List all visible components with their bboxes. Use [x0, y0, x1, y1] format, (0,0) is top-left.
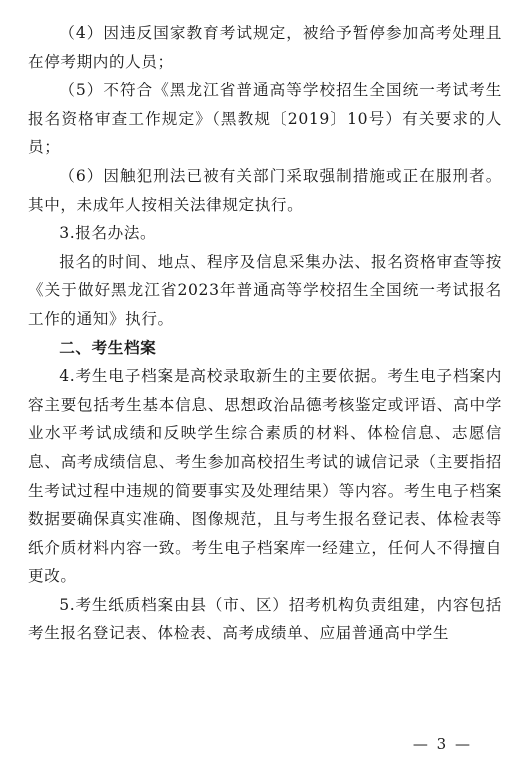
paragraph-item-6: （6）因触犯刑法已被有关部门采取强制措施或正在服刑者。其中，未成年人按相关法律规定执行。 — [28, 166, 502, 214]
paragraph-item-5: （5）不符合《黑龙江省普通高等学校招生全国统一考试考生报名资格审查工作规定》（黑教规〔2019〕10号）有关要求的人员； — [28, 81, 502, 157]
paragraph-registration-method-title: 3.报名办法。 — [59, 224, 157, 243]
document-body — [28, 19, 502, 648]
paragraph-registration-method: 报名的时间、地点、程序及信息采集办法、报名资格审查等按《关于做好黑龙江省2023年普通高等学校招生全国统一考试报名工作的通知》执行。 — [28, 252, 502, 328]
page-number: — 3 — — [412, 735, 472, 753]
paragraph-item-4: （4）因违反国家教育考试规定，被给予暂停参加高考处理且在停考期内的人员； — [28, 24, 502, 71]
section-heading-candidate-files: 二、考生档案 — [59, 338, 157, 357]
paragraph-paper-files: 5.考生纸质档案由县（市、区）招考机构负责组建，内容包括考生报名登记表、体检表、高考成绩单、应届普通高中学生 — [28, 595, 502, 643]
paragraph-electronic-files: 4.考生电子档案是高校录取新生的主要依据。考生电子档案内容主要包括考生基本信息、思想政治品德考核鉴定或评语、高中学业水平考试成绩和反映学生综合素质的材料、体检信息、志愿信息、高考成绩信息、考生参加高校招生考试的诚信记录（主要指招生考试过程中违规的简要事实及处理结果）等内容。考生电子档案数据要确保真实准确、图像规范，且与考生报名登记表、体检表等纸介质材料内容一致。考生电子档案库一经建立，任何人不得擅自更改。 — [28, 367, 502, 586]
